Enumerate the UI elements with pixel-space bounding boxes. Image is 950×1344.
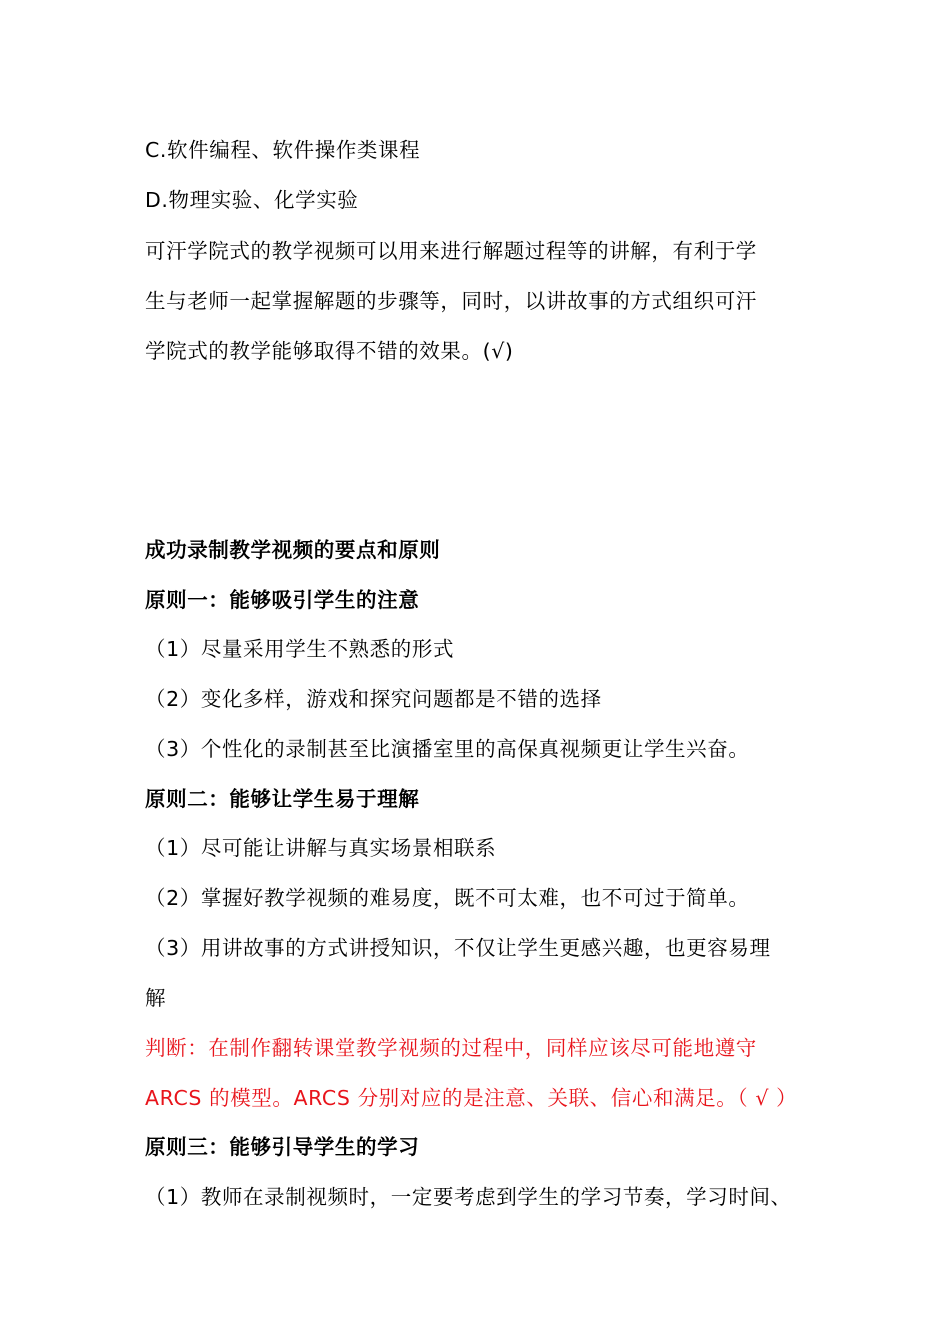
principle-1-heading: 原则一：能够吸引学生的注意 [145,588,420,612]
option-c: C.软件编程、软件操作类课程 [145,138,421,162]
principle-2-item-2: （2）掌握好教学视频的难易度，既不可太难，也不可过于简单。 [145,886,750,910]
khan-paragraph-line-3: 学院式的教学能够取得不错的效果。(√) [145,339,514,363]
principle-2-item-3-continued: 解 [145,986,167,1010]
principle-1-item-3: （3）个性化的录制甚至比演播室里的高保真视频更让学生兴奋。 [145,737,750,761]
section-title: 成功录制教学视频的要点和原则 [145,538,441,562]
judgement-line-2: ARCS 的模型。ARCS 分别对应的是注意、关联、信心和满足。（ √ ） [145,1086,798,1110]
khan-paragraph-line-1: 可汗学院式的教学视频可以用来进行解题过程等的讲解，有利于学 [145,239,757,263]
option-d: D.物理实验、化学实验 [145,188,359,212]
principle-2-heading: 原则二：能够让学生易于理解 [145,787,420,811]
principle-1-item-2: （2）变化多样，游戏和探究问题都是不错的选择 [145,687,602,711]
principle-2-item-1: （1）尽可能让讲解与真实场景相联系 [145,836,497,860]
judgement-line-1: 判断：在制作翻转课堂教学视频的过程中，同样应该尽可能地遵守 [145,1036,757,1060]
principle-3-item-1: （1）教师在录制视频时，一定要考虑到学生的学习节奏，学习时间、 [145,1185,792,1209]
khan-paragraph-line-2: 生与老师一起掌握解题的步骤等，同时，以讲故事的方式组织可汗 [145,289,757,313]
principle-1-item-1: （1）尽量采用学生不熟悉的形式 [145,637,455,661]
principle-3-heading: 原则三：能够引导学生的学习 [145,1135,420,1159]
principle-2-item-3: （3）用讲故事的方式讲授知识，不仅让学生更感兴趣，也更容易理 [145,936,771,960]
